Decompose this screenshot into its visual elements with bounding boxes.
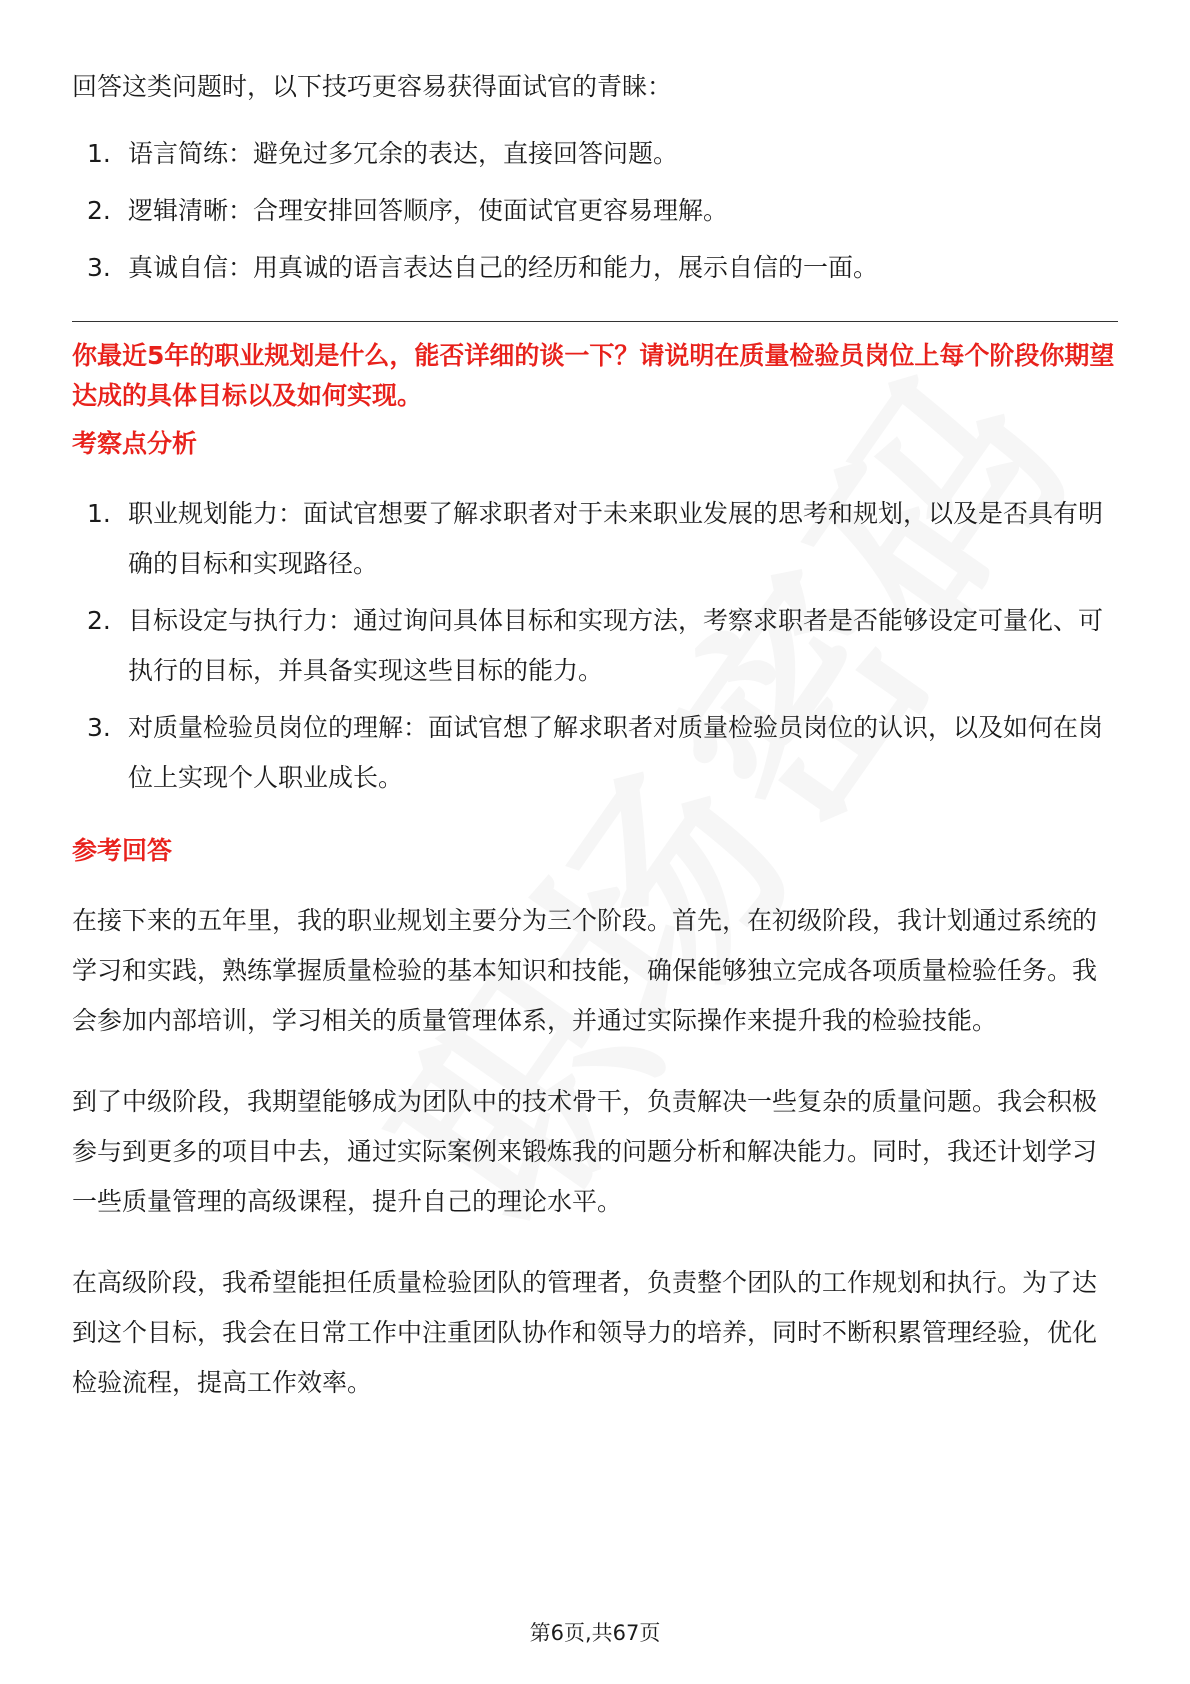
reference-answer-title: 参考回答 [72, 836, 173, 865]
analysis-title: 考察点分析 [72, 429, 198, 458]
list-item [72, 703, 1118, 803]
list-item-text: 对质量检验员岗位的理解：面试官想了解求职者对质量检验员岗位的认识，以及如何在岗位上实现个人职业成长。 [128, 713, 1104, 792]
list-item [72, 489, 1118, 589]
page-number-footer: 第6页,共67页 [529, 1621, 661, 1645]
list-item-text: 真诚自信：用真诚的语言表达自己的经历和能力，展示自信的一面。 [128, 253, 879, 282]
tips-list [72, 129, 1118, 293]
analysis-list [72, 489, 1118, 803]
answer-paragraph: 在高级阶段，我希望能担任质量检验团队的管理者，负责整个团队的工作规划和执行。为了达到这个目标，我会在日常工作中注重团队协作和领导力的培养，同时不断积累管理经验，优化检验流程，提高工作效率。 [72, 1268, 1098, 1397]
answer-paragraph: 到了中级阶段，我期望能够成为团队中的技术骨干，负责解决一些复杂的质量问题。我会积极参与到更多的项目中去，通过实际案例来锻炼我的问题分析和解决能力。同时，我还计划学习一些质量管理的高级课程，提升自己的理论水平。 [72, 1087, 1098, 1216]
page-content [72, 62, 1118, 1439]
list-item-text: 目标设定与执行力：通过询问具体目标和实现方法，考察求职者是否能够设定可量化、可执行的目标，并具备实现这些目标的能力。 [128, 606, 1104, 685]
list-number: 1. [87, 139, 111, 168]
intro-text: 回答这类问题时，以下技巧更容易获得面试官的青睐： [72, 72, 673, 101]
answer-paragraph: 在接下来的五年里，我的职业规划主要分为三个阶段。首先，在初级阶段，我计划通过系统的学习和实践，熟练掌握质量检验的基本知识和技能，确保能够独立完成各项质量检验任务。我会参加内部培训，学习相关的质量管理体系，并通过实际操作来提升我的检验技能。 [72, 906, 1098, 1035]
list-number: 2. [87, 606, 111, 635]
list-item [72, 186, 1118, 236]
list-item [72, 243, 1118, 293]
section-divider [72, 321, 1118, 322]
list-item-text: 职业规划能力：面试官想要了解求职者对于未来职业发展的思考和规划，以及是否具有明确的目标和实现路径。 [128, 499, 1104, 578]
list-number: 2. [87, 196, 111, 225]
list-number: 3. [87, 253, 111, 282]
list-item-text: 语言简练：避免过多冗余的表达，直接回答问题。 [128, 139, 679, 168]
list-number: 3. [87, 713, 111, 742]
list-item [72, 596, 1118, 696]
reference-answer-body [72, 896, 1118, 1408]
list-number: 1. [87, 499, 111, 528]
question-heading: 你最近5年的职业规划是什么，能否详细的谈一下？请说明在质量检验员岗位上每个阶段你期望达成的具体目标以及如何实现。 [72, 341, 1115, 410]
list-item [72, 129, 1118, 179]
list-item-text: 逻辑清晰：合理安排回答顺序，使面试官更容易理解。 [128, 196, 729, 225]
